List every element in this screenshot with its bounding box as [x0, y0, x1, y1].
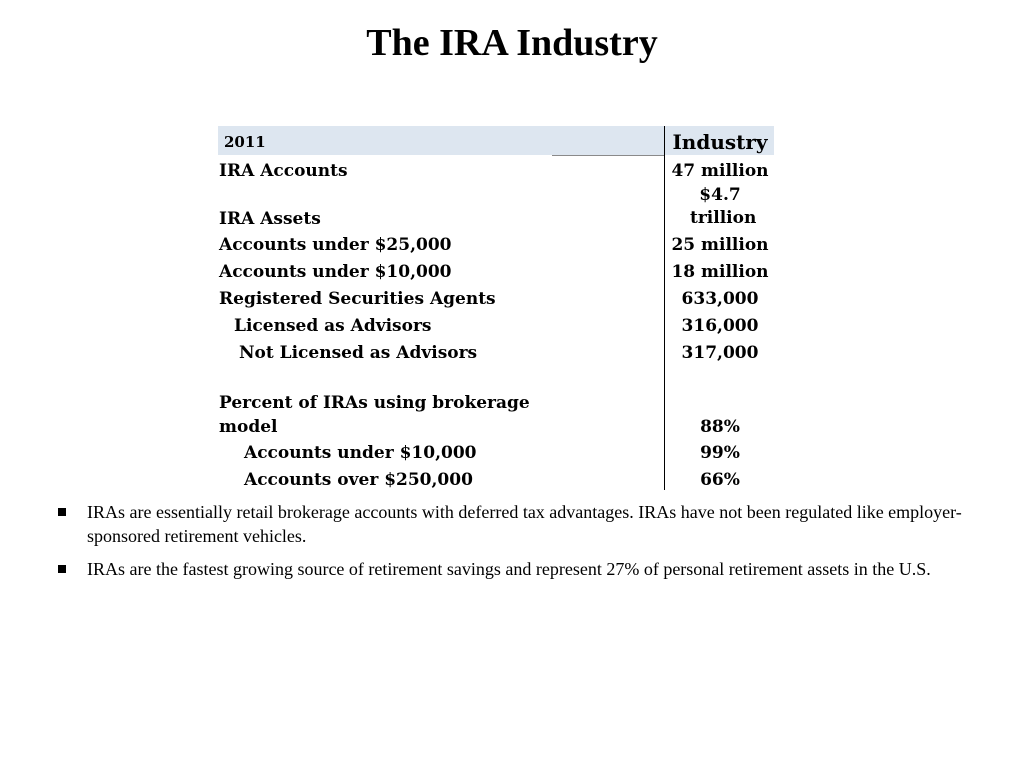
row-label-brokerage-over-250000: Accounts over $250,000: [244, 470, 473, 490]
row-value-accounts-under-10000: 18 million: [671, 262, 769, 282]
row-label-ira-accounts: IRA Accounts: [219, 161, 348, 181]
row-label-registered-securities-agents: Registered Securities Agents: [219, 289, 496, 309]
row-label-accounts-under-10000: Accounts under $10,000: [219, 262, 452, 282]
row-label-accounts-under-25000: Accounts under $25,000: [219, 235, 452, 255]
row-value-ira-assets: $4.7 trillion: [690, 185, 757, 228]
row-label-licensed-as-advisors: Licensed as Advisors: [234, 316, 432, 336]
header-industry: Industry: [672, 130, 768, 154]
page-title: The IRA Industry: [366, 22, 658, 64]
bullet-list: [56, 500, 976, 590]
header-divider: [552, 155, 665, 156]
square-bullet-icon: [58, 565, 66, 573]
row-value-brokerage-under-10000: 99%: [700, 443, 740, 463]
row-label-ira-assets: IRA Assets: [219, 209, 321, 229]
list-item: [56, 500, 976, 548]
row-label-brokerage-under-10000: Accounts under $10,000: [244, 443, 477, 463]
row-value-accounts-under-25000: 25 million: [671, 235, 769, 255]
row-value-registered-securities-agents: 633,000: [681, 289, 759, 309]
bullet-text: IRAs are essentially retail brokerage accounts with deferred tax advantages. IRAs have not been regulated like employer-sponsored retirement vehicles.: [87, 502, 962, 546]
row-value-brokerage-over-250000: 66%: [700, 470, 740, 490]
list-item: [56, 557, 976, 581]
row-value-not-licensed-as-advisors: 317,000: [681, 343, 759, 363]
row-label-percent-brokerage-model: Percent of IRAs using brokerage model: [219, 393, 530, 437]
ira-industry-table: [218, 126, 776, 490]
bullet-text: IRAs are the fastest growing source of retirement savings and represent 27% of personal retirement assets in the U.S.: [87, 559, 931, 579]
row-value-ira-accounts: 47 million: [671, 161, 769, 181]
header-year: 2011: [224, 133, 266, 151]
row-value-percent-brokerage-model: 88%: [700, 417, 740, 437]
row-value-licensed-as-advisors: 316,000: [681, 316, 759, 336]
square-bullet-icon: [58, 508, 66, 516]
row-label-not-licensed-as-advisors: Not Licensed as Advisors: [239, 343, 478, 363]
